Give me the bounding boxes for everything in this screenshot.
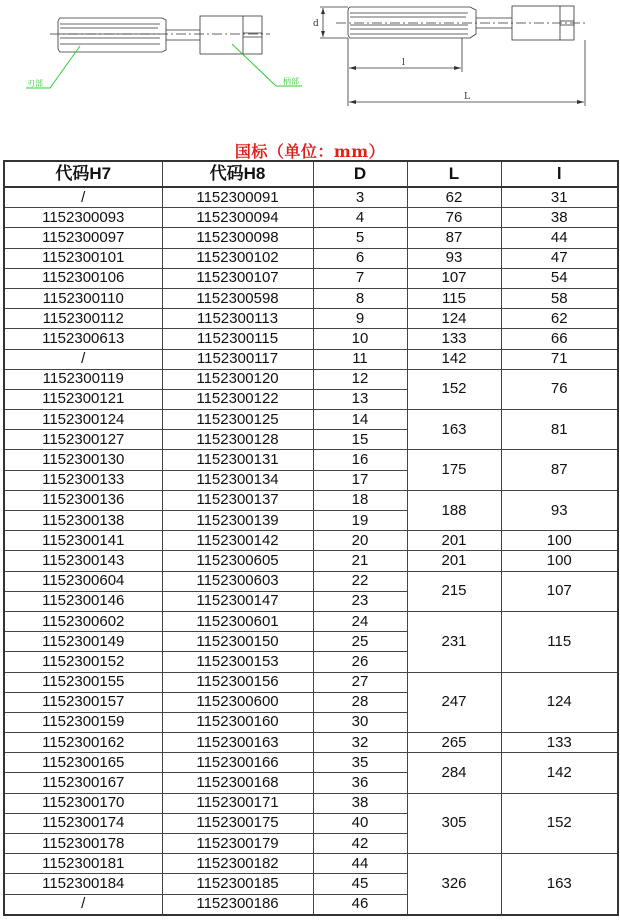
table-row (4, 349, 618, 369)
cell-blade-length: 58 (501, 288, 618, 308)
cell-code-h7: 1152300178 (4, 834, 162, 854)
table-row (4, 187, 618, 208)
cell-code-h8: 1152300175 (162, 813, 313, 833)
cell-code-h7: 1152300167 (4, 773, 162, 793)
cell-code-h8: 1152300168 (162, 773, 313, 793)
cell-blade-length: 87 (501, 450, 618, 490)
cell-diameter: 14 (313, 410, 407, 430)
reamer-spec-table (3, 160, 619, 916)
cell-code-h7: 1152300093 (4, 208, 162, 228)
cell-blade-length: 38 (501, 208, 618, 228)
cell-blade-length: 31 (501, 187, 618, 208)
cell-code-h7: 1152300174 (4, 813, 162, 833)
table-row (4, 611, 618, 631)
cell-diameter: 46 (313, 894, 407, 915)
cell-code-h8: 1152300115 (162, 329, 313, 349)
cell-diameter: 40 (313, 813, 407, 833)
cell-code-h7: 1152300604 (4, 571, 162, 591)
cell-total-length: 93 (407, 248, 501, 268)
cell-total-length: 201 (407, 551, 501, 571)
cell-code-h8: 1152300091 (162, 187, 313, 208)
cell-code-h8: 1152300163 (162, 733, 313, 753)
cell-total-length: 305 (407, 793, 501, 854)
cell-blade-length: 124 (501, 672, 618, 733)
cell-total-length: 175 (407, 450, 501, 490)
cell-total-length: 265 (407, 733, 501, 753)
cell-diameter: 7 (313, 268, 407, 288)
cell-blade-length: 152 (501, 793, 618, 854)
cell-code-h8: 1152300605 (162, 551, 313, 571)
cell-code-h7: 1152300184 (4, 874, 162, 894)
cell-diameter: 3 (313, 187, 407, 208)
cell-diameter: 42 (313, 834, 407, 854)
cell-code-h8: 1152300094 (162, 208, 313, 228)
cell-total-length: 115 (407, 288, 501, 308)
cell-blade-length: 44 (501, 228, 618, 248)
cell-code-h7: / (4, 894, 162, 915)
cell-diameter: 9 (313, 309, 407, 329)
cell-total-length: 87 (407, 228, 501, 248)
cell-code-h7: 1152300613 (4, 329, 162, 349)
cell-code-h8: 1152300598 (162, 288, 313, 308)
cell-code-h8: 1152300600 (162, 692, 313, 712)
cell-code-h8: 1152300120 (162, 369, 313, 389)
reamer-technical-drawing (0, 0, 620, 130)
cell-diameter: 5 (313, 228, 407, 248)
cell-total-length: 107 (407, 268, 501, 288)
cell-code-h7: 1152300097 (4, 228, 162, 248)
cell-diameter: 35 (313, 753, 407, 773)
cell-code-h8: 1152300137 (162, 490, 313, 510)
cell-diameter: 4 (313, 208, 407, 228)
header-blade-length: l (501, 161, 618, 187)
cell-blade-length: 71 (501, 349, 618, 369)
table-row (4, 309, 618, 329)
cell-diameter: 16 (313, 450, 407, 470)
cell-code-h8: 1152300131 (162, 450, 313, 470)
table-row (4, 854, 618, 874)
cell-code-h8: 1152300147 (162, 591, 313, 611)
cell-blade-length: 93 (501, 490, 618, 530)
header-code-h7: 代码H7 (4, 161, 162, 187)
cell-diameter: 22 (313, 571, 407, 591)
cell-blade-length: 81 (501, 410, 618, 450)
cell-code-h8: 1152300122 (162, 389, 313, 409)
cell-code-h8: 1152300102 (162, 248, 313, 268)
cell-diameter: 45 (313, 874, 407, 894)
dimension-arrows (321, 8, 584, 104)
cell-diameter: 26 (313, 652, 407, 672)
table-row (4, 793, 618, 813)
shank-label: 柄部 (283, 77, 299, 86)
cell-code-h8: 1152300098 (162, 228, 313, 248)
cell-code-h8: 1152300166 (162, 753, 313, 773)
cell-blade-length: 115 (501, 611, 618, 672)
cell-blade-length: 107 (501, 571, 618, 611)
cell-code-h8: 1152300107 (162, 268, 313, 288)
cell-diameter: 38 (313, 793, 407, 813)
cell-diameter: 13 (313, 389, 407, 409)
cell-code-h8: 1152300601 (162, 611, 313, 631)
cell-blade-length: 54 (501, 268, 618, 288)
cell-total-length: 62 (407, 187, 501, 208)
cell-total-length: 284 (407, 753, 501, 793)
cell-code-h8: 1152300160 (162, 712, 313, 732)
cell-code-h7: 1152300101 (4, 248, 162, 268)
table-row (4, 208, 618, 228)
header-diameter: D (313, 161, 407, 187)
cell-code-h7: 1152300124 (4, 410, 162, 430)
cell-diameter: 15 (313, 430, 407, 450)
table-row (4, 753, 618, 773)
cell-code-h7: 1152300170 (4, 793, 162, 813)
cell-code-h8: 1152300153 (162, 652, 313, 672)
cell-code-h7: 1152300121 (4, 389, 162, 409)
cell-diameter: 21 (313, 551, 407, 571)
cell-diameter: 19 (313, 511, 407, 531)
cell-code-h7: 1152300165 (4, 753, 162, 773)
cell-blade-length: 100 (501, 551, 618, 571)
table-row (4, 410, 618, 430)
cell-code-h7: 1152300136 (4, 490, 162, 510)
cell-code-h7: 1152300130 (4, 450, 162, 470)
table-body (4, 187, 618, 915)
cell-code-h8: 1152300150 (162, 632, 313, 652)
cell-blade-length: 142 (501, 753, 618, 793)
dim-L-label: L (464, 92, 470, 102)
table-row (4, 490, 618, 510)
cell-diameter: 11 (313, 349, 407, 369)
cell-total-length: 76 (407, 208, 501, 228)
table-row (4, 369, 618, 389)
cell-diameter: 32 (313, 733, 407, 753)
cell-total-length: 231 (407, 611, 501, 672)
cell-code-h8: 1152300171 (162, 793, 313, 813)
cell-code-h8: 1152300117 (162, 349, 313, 369)
cell-code-h7: 1152300152 (4, 652, 162, 672)
table-row (4, 329, 618, 349)
table-title: 国标（单位：mm） (234, 142, 386, 161)
cell-total-length: 152 (407, 369, 501, 409)
cell-code-h7: 1152300155 (4, 672, 162, 692)
cell-diameter: 8 (313, 288, 407, 308)
cell-blade-length: 47 (501, 248, 618, 268)
cell-code-h7: / (4, 349, 162, 369)
cell-code-h8: 1152300128 (162, 430, 313, 450)
table-row (4, 672, 618, 692)
cell-code-h7: 1152300159 (4, 712, 162, 732)
header-total-length: L (407, 161, 501, 187)
cell-diameter: 27 (313, 672, 407, 692)
cell-blade-length: 62 (501, 309, 618, 329)
cell-code-h7: 1152300106 (4, 268, 162, 288)
cell-code-h7: 1152300127 (4, 430, 162, 450)
cell-blade-length: 66 (501, 329, 618, 349)
cell-total-length: 326 (407, 854, 501, 915)
cell-code-h7: 1152300149 (4, 632, 162, 652)
cell-diameter: 10 (313, 329, 407, 349)
cell-code-h8: 1152300186 (162, 894, 313, 915)
cell-code-h7: / (4, 187, 162, 208)
dim-l-label: l (402, 58, 405, 68)
cell-total-length: 163 (407, 410, 501, 450)
blade-label: 刃部 (27, 79, 43, 88)
cell-code-h7: 1152300146 (4, 591, 162, 611)
cell-diameter: 12 (313, 369, 407, 389)
cell-code-h7: 1152300110 (4, 288, 162, 308)
cell-code-h7: 1152300138 (4, 511, 162, 531)
cell-code-h8: 1152300179 (162, 834, 313, 854)
cell-code-h7: 1152300119 (4, 369, 162, 389)
cell-code-h7: 1152300141 (4, 531, 162, 551)
cell-diameter: 25 (313, 632, 407, 652)
cell-total-length: 201 (407, 531, 501, 551)
cell-diameter: 44 (313, 854, 407, 874)
cell-diameter: 6 (313, 248, 407, 268)
cell-code-h7: 1152300133 (4, 470, 162, 490)
cell-code-h7: 1152300602 (4, 611, 162, 631)
table-row (4, 531, 618, 551)
table-row (4, 248, 618, 268)
reamer-dimension-view-right (320, 6, 588, 106)
cell-code-h8: 1152300156 (162, 672, 313, 692)
cell-code-h7: 1152300112 (4, 309, 162, 329)
table-row (4, 450, 618, 470)
cell-code-h8: 1152300142 (162, 531, 313, 551)
cell-total-length: 142 (407, 349, 501, 369)
cell-blade-length: 76 (501, 369, 618, 409)
cell-code-h8: 1152300182 (162, 854, 313, 874)
dim-d-label: d (313, 19, 319, 29)
cell-code-h8: 1152300125 (162, 410, 313, 430)
cell-diameter: 30 (313, 712, 407, 732)
cell-code-h7: 1152300181 (4, 854, 162, 874)
cell-diameter: 28 (313, 692, 407, 712)
table-row (4, 288, 618, 308)
cell-diameter: 23 (313, 591, 407, 611)
cell-code-h7: 1152300157 (4, 692, 162, 712)
table-row (4, 733, 618, 753)
cell-total-length: 124 (407, 309, 501, 329)
table-row (4, 571, 618, 591)
table-row (4, 268, 618, 288)
cell-blade-length: 133 (501, 733, 618, 753)
cell-code-h8: 1152300134 (162, 470, 313, 490)
cell-blade-length: 163 (501, 854, 618, 915)
cell-total-length: 215 (407, 571, 501, 611)
cell-diameter: 20 (313, 531, 407, 551)
cell-diameter: 24 (313, 611, 407, 631)
cell-diameter: 18 (313, 490, 407, 510)
header-code-h8: 代码H8 (162, 161, 313, 187)
cell-code-h7: 1152300162 (4, 733, 162, 753)
cell-diameter: 36 (313, 773, 407, 793)
cell-code-h7: 1152300143 (4, 551, 162, 571)
cell-code-h8: 1152300185 (162, 874, 313, 894)
cell-total-length: 247 (407, 672, 501, 733)
table-header-row (4, 161, 618, 187)
cell-blade-length: 100 (501, 531, 618, 551)
cell-total-length: 188 (407, 490, 501, 530)
table-row (4, 551, 618, 571)
cell-total-length: 133 (407, 329, 501, 349)
table-row (4, 228, 618, 248)
cell-code-h8: 1152300603 (162, 571, 313, 591)
cell-code-h8: 1152300139 (162, 511, 313, 531)
cell-code-h8: 1152300113 (162, 309, 313, 329)
cell-diameter: 17 (313, 470, 407, 490)
